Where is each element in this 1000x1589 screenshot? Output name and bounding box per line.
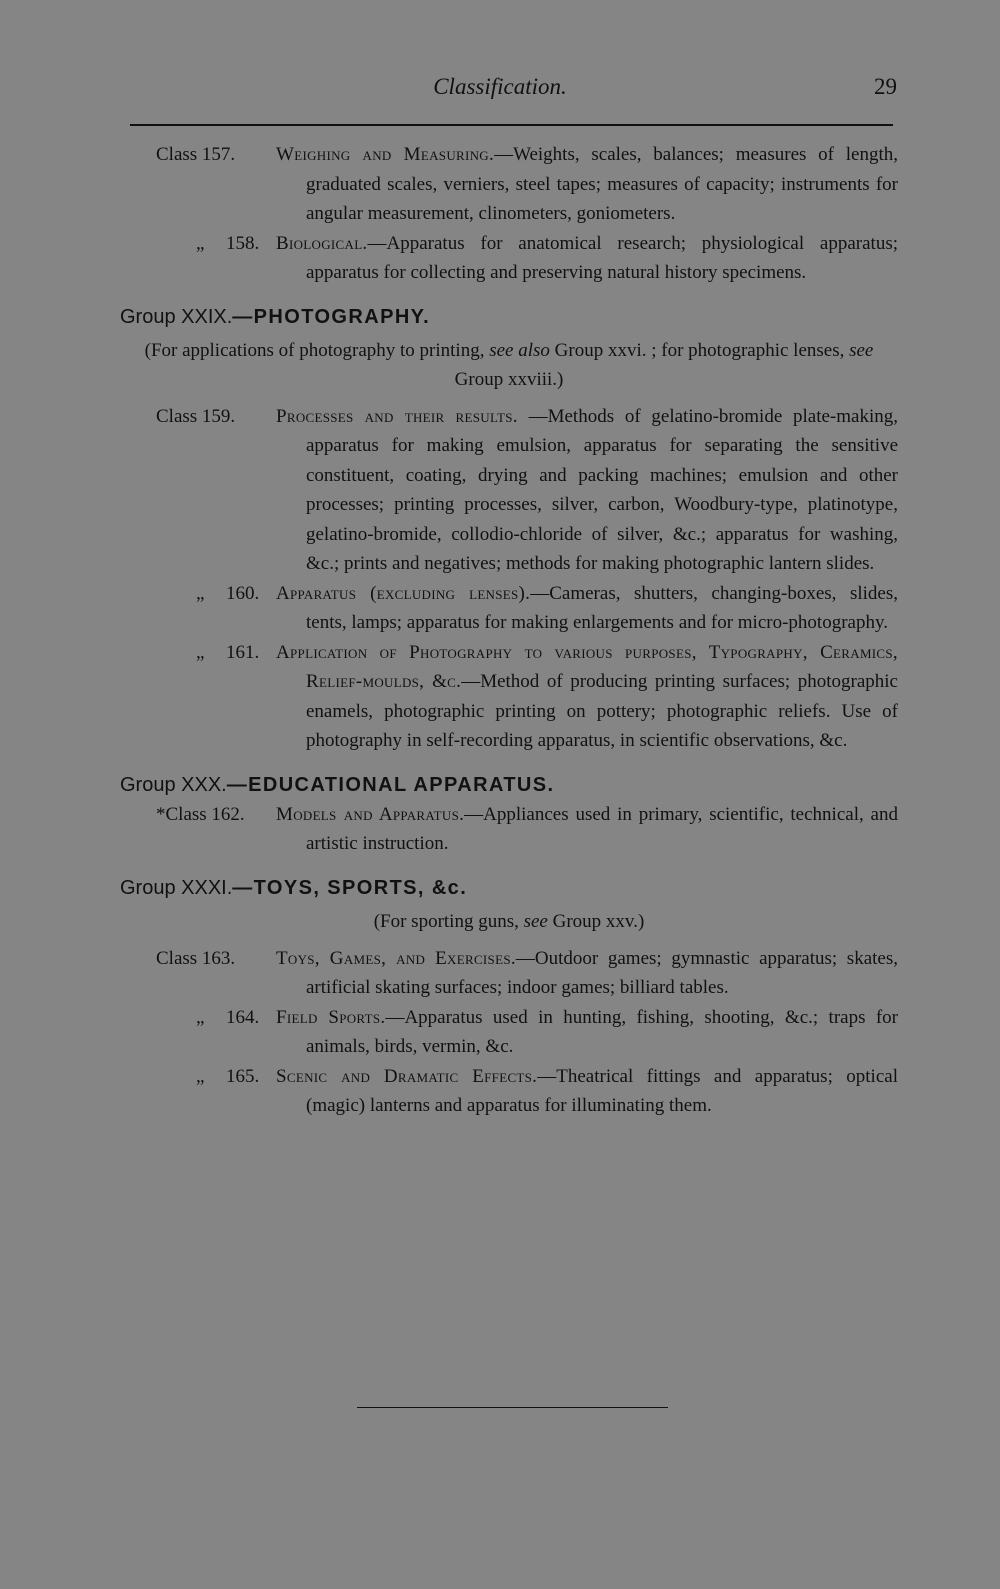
class-entry	[196, 638, 898, 756]
note-text: Group xxviii.)	[454, 368, 564, 390]
ditto-mark: „	[196, 582, 205, 604]
class-description: —Weights, scales, balances; measures of length, graduated scales, verniers, steel tapes; measures of capacity; instruments for angular measurement, clinometers, goniometers.	[306, 144, 898, 224]
class-number-value: 161.	[226, 641, 260, 663]
class-description: —Methods of gelatino-bromide plate-making, apparatus for making emulsion, apparatus for separating the sensitive constituent, coating, drying and packing machines; emulsion and other processes; printing processes, silver, carbon, Woodbury-type, platinotype, gelatino-bromide, collodio-chloride of silver, &c.; apparatus for washing, &c.; prints and negatives; methods for making photographic lantern slides.	[306, 405, 898, 574]
class-text	[276, 579, 899, 638]
class-heading: Weighing and Measuring.	[276, 144, 495, 165]
group-label: Group XXX.	[120, 773, 227, 796]
classification-list	[0, 140, 1000, 1121]
class-entry	[196, 579, 899, 638]
class-number	[174, 229, 324, 259]
note-text: see	[849, 339, 874, 361]
class-number	[174, 579, 324, 609]
end-rule	[357, 1407, 668, 1408]
class-description: —Method of producing printing surfaces; photographic enamels, photographic printing on pottery; photographic reliefs. Use of photography in self-recording apparatus, in scientific observations, &c.	[306, 671, 898, 751]
note-text: see	[523, 910, 548, 932]
class-description: —Apparatus used in hunting, fishing, shooting, &c.; traps for animals, birds, vermin, &c.	[306, 1006, 898, 1057]
class-heading: Field Sports.	[276, 1006, 386, 1028]
class-heading: Apparatus (excluding lenses).	[276, 582, 531, 604]
class-number: Class 163.	[156, 947, 236, 969]
class-text	[276, 1062, 898, 1121]
class-text	[276, 944, 898, 1003]
class-description: —Apparatus for anatomical research; physiological apparatus; apparatus for collecting and preserving natural history specimens.	[306, 232, 898, 283]
class-text	[276, 140, 898, 229]
running-head	[0, 74, 1000, 108]
class-number	[174, 1062, 324, 1092]
class-text	[276, 402, 898, 579]
class-heading: Models and Apparatus.	[276, 803, 465, 825]
group-title: —PHOTOGRAPHY.	[232, 305, 431, 328]
class-number-value: 164.	[226, 1006, 260, 1028]
class-entry	[196, 1062, 898, 1121]
ditto-mark: „	[196, 232, 205, 254]
note-text: (For applications of photography to printing,	[144, 339, 490, 361]
ditto-mark: „	[196, 1006, 205, 1028]
note-text: (For sporting guns,	[373, 910, 524, 932]
class-description: —Theatrical fittings and apparatus; optical (magic) lanterns and apparatus for illuminating them.	[306, 1065, 898, 1116]
group-title: —TOYS, SPORTS, &c.	[232, 876, 468, 899]
class-number-value: 160.	[226, 582, 260, 604]
class-entry	[196, 229, 898, 288]
class-number-value: 165.	[226, 1065, 260, 1087]
page-number: 29	[874, 74, 897, 99]
class-description: —Appliances used in primary, scientific, technical, and artistic instruction.	[306, 803, 898, 854]
class-text	[276, 1003, 898, 1062]
running-title: Classification.	[433, 74, 567, 99]
class-text	[276, 638, 898, 756]
group-label: Group XXIX.	[120, 305, 233, 328]
class-description: —Cameras, shutters, changing-boxes, slides, tents, lamps; apparatus for making enlargements and for micro-photography.	[306, 582, 899, 633]
class-heading: Scenic and Dramatic Effects.	[276, 1065, 538, 1087]
header-rule	[130, 124, 893, 126]
ditto-mark: „	[196, 1065, 205, 1087]
group-title: —EDUCATIONAL APPARATUS.	[226, 773, 555, 796]
class-text	[276, 800, 898, 859]
class-heading: Biological.	[276, 232, 368, 254]
class-number: Class 159.	[156, 405, 236, 427]
class-entry	[156, 944, 898, 1003]
class-number	[174, 1003, 324, 1033]
class-entry	[156, 140, 898, 229]
class-number: Class 157.	[156, 144, 236, 165]
note-text: see also	[489, 339, 550, 361]
class-heading: Processes and their results.	[276, 405, 518, 427]
group-label: Group XXXI.	[120, 876, 233, 899]
class-number-value: 158.	[226, 232, 260, 254]
class-text	[276, 229, 898, 288]
class-entry	[196, 1003, 898, 1062]
note-text: Group xxvi. ; for photographic lenses,	[549, 339, 850, 361]
group-heading	[120, 873, 1000, 903]
ditto-mark: „	[196, 641, 205, 663]
class-description: —Outdoor games; gymnastic apparatus; skates, artificial skating surfaces; indoor games; billiard tables.	[306, 947, 898, 998]
class-number	[174, 638, 324, 668]
group-heading	[120, 770, 1000, 800]
class-heading: Application of Photography to various purposes, Typography, Ceramics, Relief-moulds, &c.	[276, 641, 898, 692]
class-entry	[156, 800, 898, 859]
class-entry	[156, 402, 898, 579]
note-text: Group xxv.)	[547, 910, 645, 932]
group-heading	[120, 302, 1000, 332]
class-heading: Toys, Games, and Exercises.	[276, 947, 516, 969]
group-note	[118, 336, 900, 394]
group-note	[118, 907, 900, 936]
class-number: *Class 162.	[156, 803, 245, 825]
